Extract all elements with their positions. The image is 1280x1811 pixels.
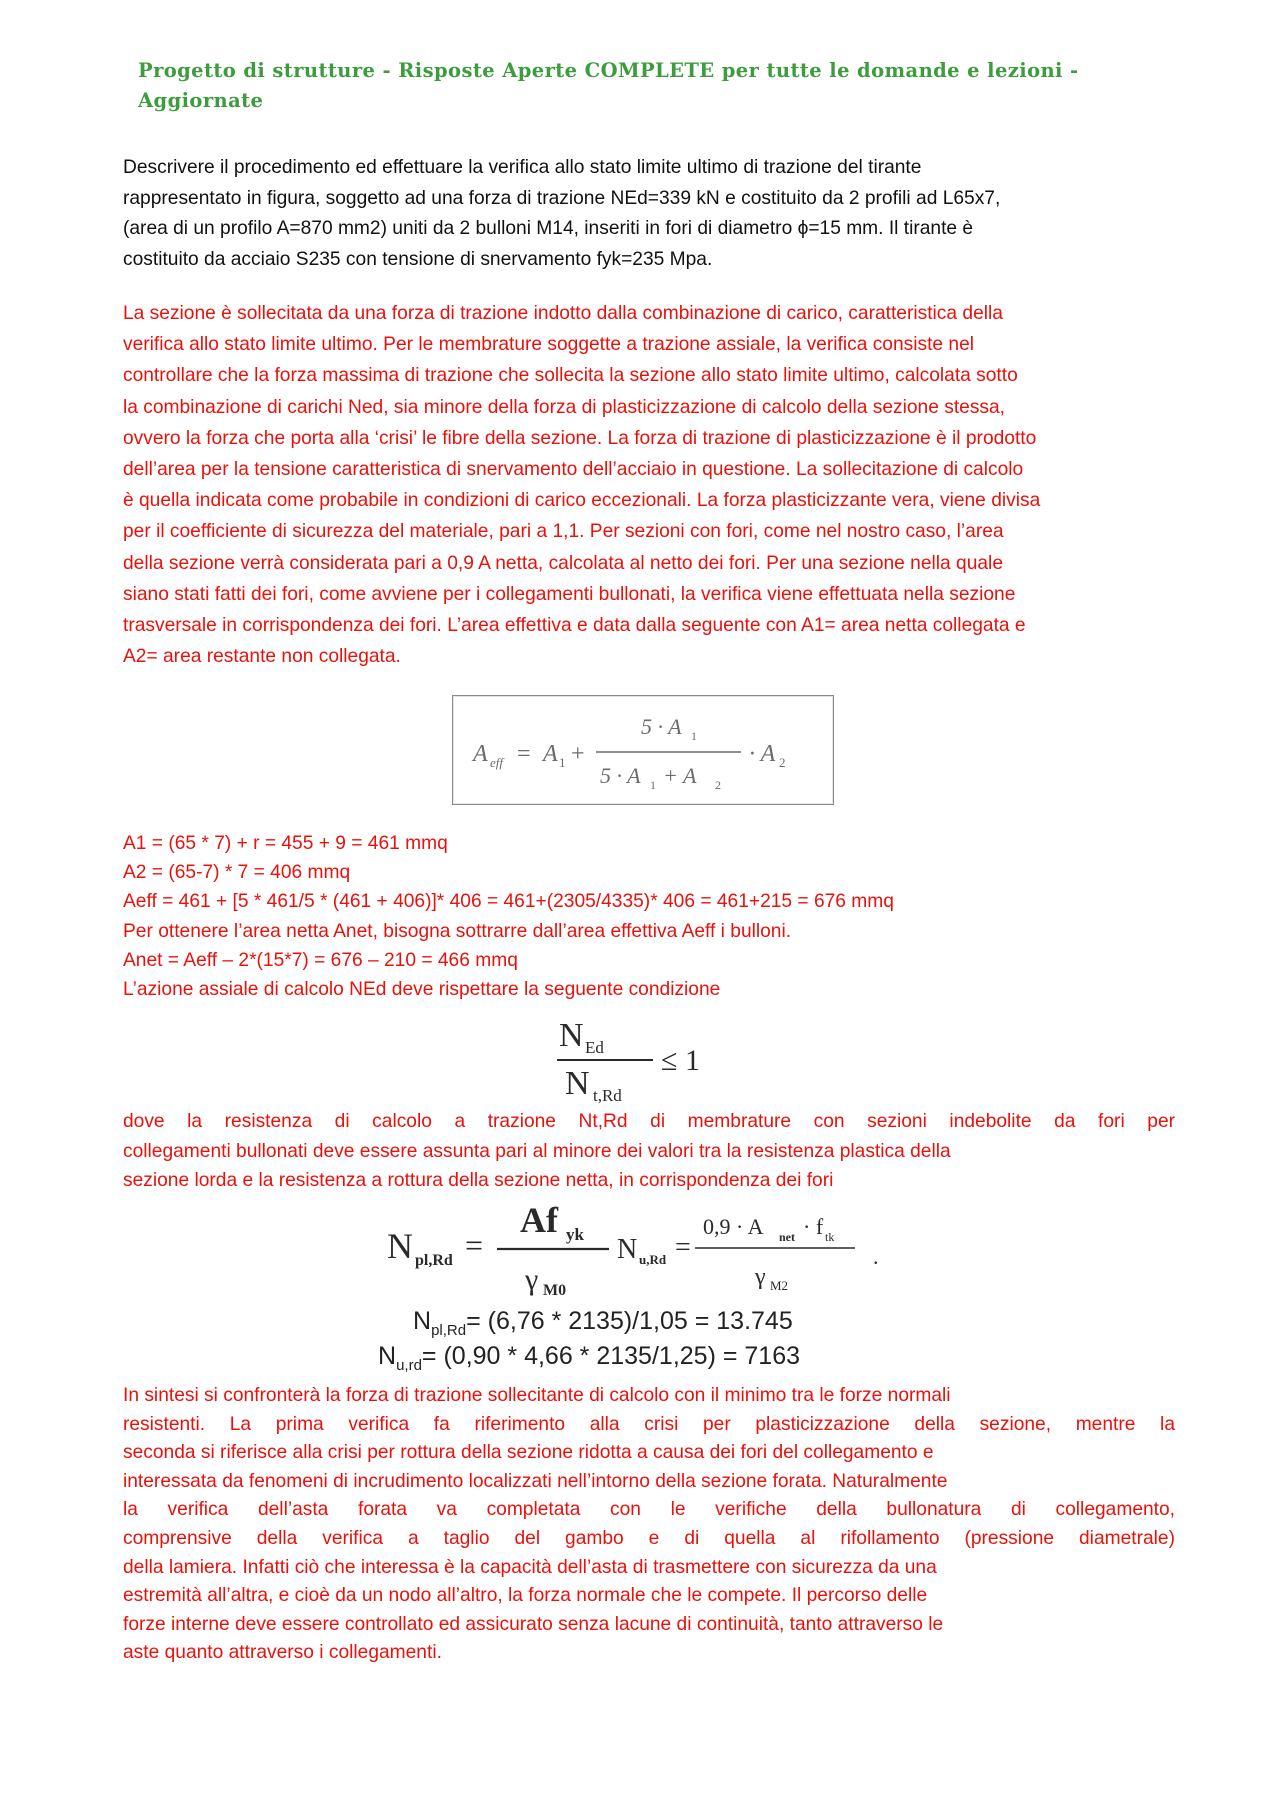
answer-line: verifica allo stato limite ultimo. Per le membrature soggette a trazione assiale, la verifica consiste nel (123, 334, 975, 356)
nu-equals: = (675, 1232, 691, 1263)
nu-numerator: 0,9 · A (703, 1214, 764, 1239)
answer-line: è quella indicata come probabile in condizioni di carico eccezionali. La forza plasticizzante vera, viene divisa (123, 490, 1041, 512)
answer-line: trasversale in corrispondenza dei fori. L’area effettiva e data dalla seguente con A1= area netta collegata e (123, 615, 1026, 637)
answer-line: A2= area restante non collegata. (123, 646, 401, 668)
aeff-denominator: 5 · A (600, 763, 641, 788)
npl-result-sub: pl,Rd (431, 1322, 467, 1339)
question-line: Descrivere il procedimento ed effettuare la verifica allo stato limite ultimo di trazione del tirante (123, 157, 922, 178)
aeff-equals: = (517, 741, 531, 767)
summary-line: estremità all’altra, e cioè da un nodo all’altro, la forza normale che le compete. Il percorso delle (123, 1585, 928, 1607)
nu-numerator-tail-sub: tk (825, 1230, 835, 1244)
document-title (138, 56, 1138, 116)
calc-line-condition: L’azione assiale di calcolo NEd deve rispettare la seguente condizione (123, 979, 721, 1001)
condition-den-sub: t,Rd (593, 1086, 622, 1104)
summary-line: della lamiera. Infatti ciò che interessa è la capacità dell’asta di trasmettere con sicurezza da una (123, 1556, 937, 1578)
npl-result-expr: = (6,76 * 2135)/1,05 = 13.745 (466, 1307, 793, 1335)
question-line: costituito da acciaio S235 con tensione di snervamento fyk=235 Mpa. (123, 248, 713, 270)
answer-line: ovvero la forza che porta alla ‘crisi’ le fibre della sezione. La forza di trazione di plasticizzazione è il prodotto (123, 427, 1037, 449)
aeff-numerator-sub: 1 (691, 729, 697, 743)
npl-sub: pl,Rd (415, 1252, 453, 1269)
answer-line: per il coefficiente di sicurezza del materiale, pari a 1,1. Per sezioni con fori, come nel nostro caso, l’area (123, 521, 1004, 543)
summary-paragraph (123, 1382, 1175, 1668)
npl-result (413, 1306, 793, 1346)
title-line-1: Progetto di strutture - Risposte Aperte COMPLETE per tutte le domande e lezioni - (138, 59, 1079, 82)
npl-symbol: N (387, 1226, 413, 1266)
condition-formula (555, 1008, 725, 1104)
resistance-line: sezione lorda e la resistenza a rottura della sezione netta, in corrispondenza dei fori (123, 1170, 834, 1191)
nu-sub: u,Rd (639, 1252, 667, 1267)
condition-num: N (559, 1017, 584, 1054)
question-line: (area di un profilo A=870 mm2) uniti da 2 bulloni M14, inseriti in fori di diametro ϕ=15 mm. Il tirante è (123, 218, 974, 239)
aeff-a1: A (543, 741, 558, 767)
nu-period: . (873, 1244, 879, 1269)
resistance-paragraph (123, 1107, 1175, 1196)
aeff-formula-image (452, 695, 834, 805)
nu-numerator-tail: · f (803, 1214, 824, 1239)
nu-result (378, 1341, 800, 1381)
calc-line-anet: Anet = Aeff – 2*(15*7) = 676 – 210 = 466 mmq (123, 949, 518, 971)
nu-denominator-sub: M2 (770, 1278, 789, 1293)
summary-line: seconda si riferisce alla crisi per rottura della sezione ridotta a causa dei fori del collegamento e (123, 1442, 934, 1464)
nu-result-sub: u,rd (396, 1357, 422, 1374)
resistance-line: collegamenti bullonati deve essere assunta pari al minore dei valori tra la resistenza plastica della (123, 1140, 951, 1162)
nu-denominator: γ (755, 1264, 766, 1290)
condition-den: N (565, 1065, 590, 1102)
calc-line-note: Per ottenere l’area netta Anet, bisogna sottrarre dall’area effettiva Aeff i bulloni. (123, 920, 792, 942)
aeff-formula-svg (453, 696, 833, 804)
aeff-denominator-sub1: 1 (650, 778, 656, 792)
answer-paragraph (123, 298, 1175, 672)
calc-line-aeff: Aeff = 461 + [5 * 461/5 * (461 + 406)]* 406 = 461+(2305/4335)* 406 = 461+215 = 676 mmq (123, 891, 894, 913)
aeff-lhs: A (473, 741, 488, 767)
npl-equals: = (465, 1227, 484, 1263)
answer-line: siano stati fatti dei fori, come avviene per i collegamenti bullonati, la verifica viene effettuata nella sezione (123, 583, 1016, 605)
nu-symbol: N (617, 1234, 638, 1265)
condition-num-sub: Ed (585, 1038, 604, 1057)
npl-result-label: N (413, 1307, 432, 1335)
answer-line: dell’area per la tensione caratteristica di snervamento dell’acciaio in questione. La sollecitazione di calcolo (123, 459, 1024, 481)
aeff-lhs-sub: eff (490, 755, 503, 770)
aeff-plus: + (571, 741, 585, 767)
question-line: rappresentato in figura, soggetto ad una forza di trazione NEd=339 kN e costituito da 2 profili ad L65x7, (123, 187, 1001, 209)
calc-line-a2: A2 = (65-7) * 7 = 406 mmq (123, 862, 351, 884)
nu-result-expr: = (0,90 * 4,66 * 2135/1,25) = 7163 (421, 1342, 800, 1370)
npl-denominator-sub: M0 (543, 1282, 567, 1299)
condition-rhs: ≤ 1 (661, 1044, 700, 1077)
npl-denominator: γ (525, 1263, 539, 1296)
calculation-block (123, 829, 1173, 1004)
nu-numerator-sub: net (779, 1230, 795, 1244)
answer-line: La sezione è sollecitata da una forza di trazione indotto dalla combinazione di carico, caratteristica della (123, 303, 1003, 324)
answer-line: della sezione verrà considerata pari a 0,9 A netta, calcolata al netto dei fori. Per una sezione nella quale (123, 552, 1003, 574)
aeff-a2-sub: 2 (779, 755, 786, 770)
aeff-a1-sub: 1 (559, 755, 566, 770)
summary-line: In sintesi si confronterà la forza di trazione sollecitante di calcolo con il minimo tra le forze normali (123, 1385, 951, 1406)
aeff-numerator: 5 · A (641, 714, 682, 739)
aeff-a2: · A (749, 741, 776, 767)
summary-line: interessata da fenomeni di incrudimento localizzati nell’intorno della sezione forata. Naturalmente (123, 1470, 948, 1492)
calc-line-a1: A1 = (65 * 7) + r = 455 + 9 = 461 mmq (123, 833, 448, 854)
title-line-2: Aggiornate (138, 89, 264, 112)
summary-line: comprensive della verifica a taglio del gambo e di quella al rifollamento (pressione diametrale) (123, 1527, 1175, 1549)
resistance-line: dove la resistenza di calcolo a trazione Nt,Rd di membrature con sezioni indebolite da fori per (123, 1111, 1175, 1132)
summary-line: la verifica dell’asta forata va completata con le verifiche della bullonatura di collegamento, (123, 1499, 1175, 1521)
aeff-denominator-sub2: 2 (715, 778, 721, 792)
aeff-denominator-plus: + A (663, 763, 697, 788)
summary-line: resistenti. La prima verifica fa riferimento alla crisi per plasticizzazione della sezione, mentre la (123, 1413, 1175, 1435)
summary-line: aste quanto attraverso i collegamenti. (123, 1642, 442, 1664)
npl-numerator-sub: yk (566, 1225, 584, 1244)
question-paragraph (123, 153, 1173, 275)
answer-line: controllare che la forza massima di trazione che sollecita la sezione allo stato limite ultimo, calcolata sotto (123, 365, 1018, 387)
answer-line: la combinazione di carichi Ned, sia minore della forza di plasticizzazione di calcolo della sezione stessa, (123, 396, 1006, 418)
summary-line: forze interne deve essere controllato ed assicurato senza lacune di continuità, tanto attraverso le (123, 1613, 944, 1635)
npl-numerator: Af (520, 1200, 558, 1240)
nu-result-label: N (378, 1342, 397, 1370)
resistance-formulas (385, 1192, 905, 1302)
